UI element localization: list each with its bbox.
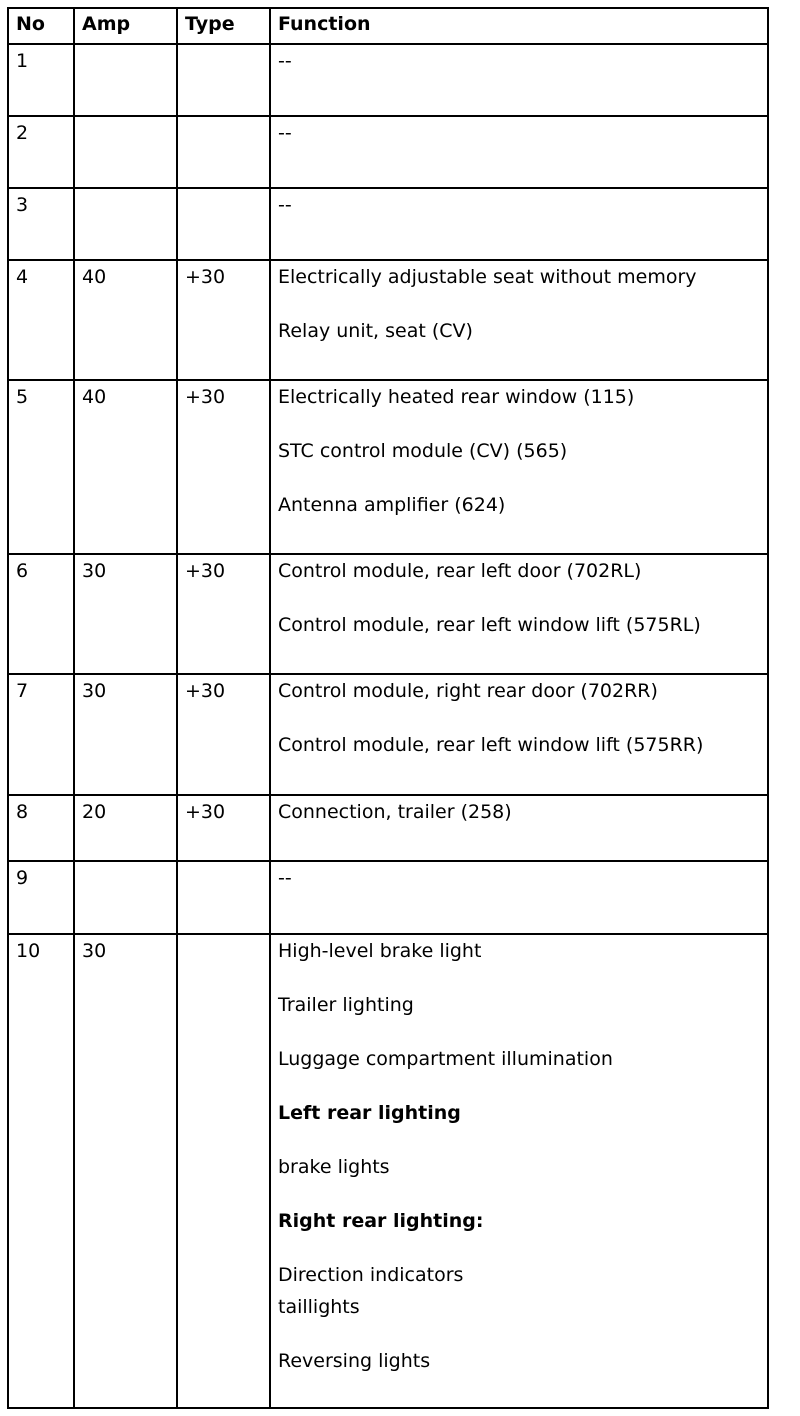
fuse-type: +30 — [177, 554, 270, 674]
fuse-number: 5 — [8, 380, 74, 554]
fuse-function — [270, 934, 768, 1408]
fuse-type: +30 — [177, 674, 270, 795]
table-row — [8, 674, 768, 795]
fuse-amp — [74, 188, 177, 260]
table-row — [8, 116, 768, 188]
function-line: Electrically heated rear window (115) — [278, 386, 635, 408]
fuse-type: +30 — [177, 795, 270, 861]
header-no: No — [8, 8, 74, 44]
function-line: Electrically adjustable seat without memory — [278, 266, 697, 288]
fuse-type — [177, 44, 270, 116]
function-line: Luggage compartment illumination — [278, 1048, 613, 1070]
fuse-table — [7, 7, 769, 1409]
function-line: Control module, rear left window lift (575RR) — [278, 734, 704, 756]
fuse-number: 10 — [8, 934, 74, 1408]
fuse-type — [177, 116, 270, 188]
function-line: Connection, trailer (258) — [278, 801, 512, 823]
fuse-amp — [74, 44, 177, 116]
function-line: Trailer lighting — [278, 994, 414, 1016]
fuse-amp — [74, 861, 177, 934]
fuse-amp: 40 — [74, 260, 177, 380]
table-row — [8, 554, 768, 674]
function-line: -- — [278, 50, 292, 72]
table-header-row — [8, 8, 768, 44]
fuse-number: 1 — [8, 44, 74, 116]
fuse-type — [177, 934, 270, 1408]
function-line: -- — [278, 867, 292, 889]
table-row — [8, 795, 768, 861]
function-line: Direction indicators — [278, 1264, 464, 1286]
fuse-type: +30 — [177, 380, 270, 554]
function-line: -- — [278, 122, 292, 144]
table-row — [8, 260, 768, 380]
fuse-function — [270, 861, 768, 934]
function-line: Antenna amplifier (624) — [278, 494, 506, 516]
fuse-number: 6 — [8, 554, 74, 674]
table-row — [8, 44, 768, 116]
function-line: brake lights — [278, 1156, 390, 1178]
fuse-amp: 30 — [74, 934, 177, 1408]
function-line: STC control module (CV) (565) — [278, 440, 568, 462]
fuse-function — [270, 260, 768, 380]
fuse-number: 2 — [8, 116, 74, 188]
fuse-type — [177, 861, 270, 934]
function-line: taillights — [278, 1296, 360, 1318]
fuse-function — [270, 795, 768, 861]
table-row — [8, 380, 768, 554]
table-row — [8, 188, 768, 260]
fuse-function — [270, 380, 768, 554]
fuse-function — [270, 116, 768, 188]
fuse-number: 7 — [8, 674, 74, 795]
function-subheading-right-rear-lighting: Right rear lighting: — [278, 1210, 484, 1232]
fuse-function — [270, 44, 768, 116]
fuse-function — [270, 188, 768, 260]
fuse-number: 9 — [8, 861, 74, 934]
fuse-type: +30 — [177, 260, 270, 380]
fuse-function — [270, 674, 768, 795]
function-line: Reversing lights — [278, 1350, 431, 1372]
fuse-amp — [74, 116, 177, 188]
fuse-amp: 30 — [74, 674, 177, 795]
table-row — [8, 861, 768, 934]
fuse-amp: 30 — [74, 554, 177, 674]
header-function: Function — [270, 8, 768, 44]
fuse-amp: 40 — [74, 380, 177, 554]
function-line: Control module, rear left window lift (575RL) — [278, 614, 701, 636]
function-line: Control module, right rear door (702RR) — [278, 680, 658, 702]
function-line: Control module, rear left door (702RL) — [278, 560, 642, 582]
header-amp: Amp — [74, 8, 177, 44]
function-line: Relay unit, seat (CV) — [278, 320, 473, 342]
fuse-number: 4 — [8, 260, 74, 380]
table-row — [8, 934, 768, 1408]
fuse-number: 3 — [8, 188, 74, 260]
function-subheading-left-rear-lighting: Left rear lighting — [278, 1102, 461, 1124]
header-type: Type — [177, 8, 270, 44]
function-line: -- — [278, 194, 292, 216]
fuse-function — [270, 554, 768, 674]
fuse-type — [177, 188, 270, 260]
function-line: High-level brake light — [278, 940, 482, 962]
fuse-number: 8 — [8, 795, 74, 861]
fuse-amp: 20 — [74, 795, 177, 861]
